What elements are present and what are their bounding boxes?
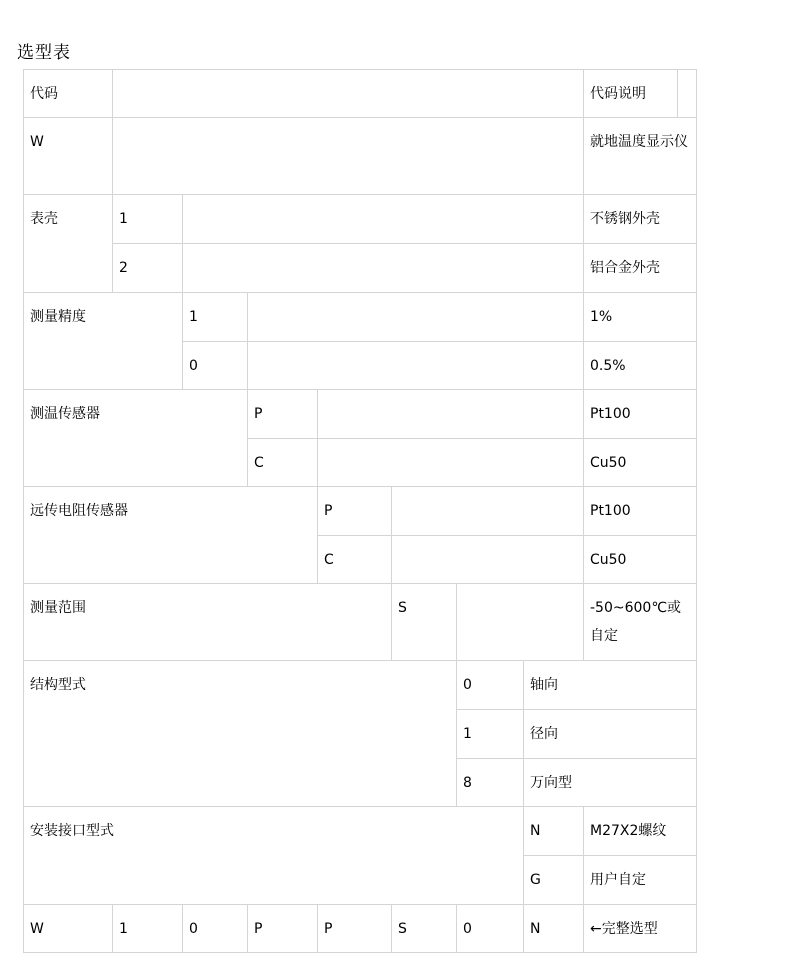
example-code-2: 1 — [112, 904, 183, 953]
range-blank — [456, 583, 584, 661]
example-code-5: P — [317, 904, 392, 953]
w-code: W — [23, 117, 113, 195]
temp-sensor-opt1-code: P — [247, 389, 318, 439]
accuracy-opt1-desc: 1% — [583, 292, 697, 342]
header-code-label: 代码 — [23, 69, 113, 118]
remote-sensor-opt2-code: C — [317, 535, 392, 584]
interface-label: 安装接口型式 — [23, 806, 524, 905]
shell-opt2-blank — [182, 243, 584, 293]
interface-opt1-desc: M27X2螺纹 — [583, 806, 697, 856]
example-note: ←完整选型 — [583, 904, 697, 953]
remote-sensor-label: 远传电阻传感器 — [23, 486, 318, 584]
interface-opt2-desc: 用户自定 — [583, 855, 697, 905]
example-code-1: W — [23, 904, 113, 953]
range-desc: -50~600℃或自定 — [583, 583, 697, 661]
remote-sensor-opt2-blank — [391, 535, 584, 584]
temp-sensor-opt2-blank — [317, 438, 584, 487]
range-code: S — [391, 583, 457, 661]
accuracy-opt1-blank — [247, 292, 584, 342]
remote-sensor-opt2-desc: Cu50 — [583, 535, 697, 584]
structure-opt2-desc: 径向 — [523, 709, 697, 759]
example-code-8: N — [523, 904, 584, 953]
shell-opt1-blank — [182, 194, 584, 244]
accuracy-opt2-code: 0 — [182, 341, 248, 390]
temp-sensor-label: 测温传感器 — [23, 389, 248, 487]
remote-sensor-opt1-code: P — [317, 486, 392, 536]
shell-opt1-code: 1 — [112, 194, 183, 244]
header-extra — [677, 69, 697, 118]
accuracy-opt2-desc: 0.5% — [583, 341, 697, 390]
remote-sensor-opt1-blank — [391, 486, 584, 536]
shell-label: 表壳 — [23, 194, 113, 293]
example-code-4: P — [247, 904, 318, 953]
temp-sensor-opt2-code: C — [247, 438, 318, 487]
interface-opt1-code: N — [523, 806, 584, 856]
header-desc-label: 代码说明 — [583, 69, 678, 118]
temp-sensor-opt1-blank — [317, 389, 584, 439]
structure-opt3-desc: 万向型 — [523, 758, 697, 807]
temp-sensor-opt1-desc: Pt100 — [583, 389, 697, 439]
structure-opt1-code: 0 — [456, 660, 524, 710]
header-blank — [112, 69, 584, 118]
structure-opt1-desc: 轴向 — [523, 660, 697, 710]
shell-opt1-desc: 不锈钢外壳 — [583, 194, 697, 244]
structure-opt3-code: 8 — [456, 758, 524, 807]
remote-sensor-opt1-desc: Pt100 — [583, 486, 697, 536]
w-desc: 就地温度显示仪 — [583, 117, 697, 195]
temp-sensor-opt2-desc: Cu50 — [583, 438, 697, 487]
accuracy-label: 测量精度 — [23, 292, 183, 390]
example-code-3: 0 — [182, 904, 248, 953]
shell-opt2-desc: 铝合金外壳 — [583, 243, 697, 293]
interface-opt2-code: G — [523, 855, 584, 905]
w-blank — [112, 117, 584, 195]
shell-opt2-code: 2 — [112, 243, 183, 293]
example-code-6: S — [391, 904, 457, 953]
page-title: 选型表 — [17, 43, 71, 63]
accuracy-opt2-blank — [247, 341, 584, 390]
structure-opt2-code: 1 — [456, 709, 524, 759]
range-label: 测量范围 — [23, 583, 392, 661]
structure-label: 结构型式 — [23, 660, 457, 807]
accuracy-opt1-code: 1 — [182, 292, 248, 342]
example-code-7: 0 — [456, 904, 524, 953]
